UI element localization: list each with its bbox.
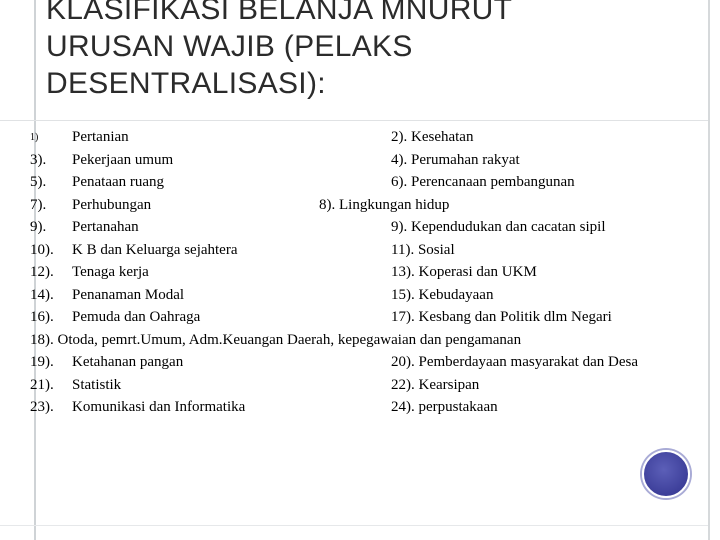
frame-bottom-line	[0, 525, 708, 526]
list-row	[0, 216, 720, 239]
item-right: 6). Perencanaan pembangunan	[391, 174, 575, 190]
list-row	[0, 194, 720, 217]
item-number: 3).	[30, 151, 47, 168]
item-name: Pemuda dan Oahraga	[72, 309, 201, 325]
item-number: 5).	[30, 174, 47, 190]
item-right: 17). Kesbang dan Politik dlm Negari	[391, 309, 612, 325]
item-name: K B dan Keluarga sejahtera	[72, 241, 238, 258]
item-number: 10).	[30, 241, 54, 258]
item-number: 23).	[30, 399, 54, 415]
list-row	[0, 306, 720, 329]
item-right: 13). Koperasi dan UKM	[391, 264, 537, 280]
list-row	[0, 284, 720, 307]
item-number: 1)	[30, 132, 39, 143]
slide-title	[46, 0, 686, 102]
title-line-3: DESENTRALISASI):	[46, 67, 326, 100]
item-name: Pekerjaan umum	[72, 151, 174, 168]
item-right: 15). Kebudayaan	[391, 286, 494, 303]
item-name: Statistik	[72, 376, 122, 393]
item-right: 22). Kearsipan	[391, 376, 480, 393]
item-name: Penanaman Modal	[72, 286, 185, 303]
item-right: 24). perpustakaan	[391, 399, 498, 415]
item-right: 9). Kependudukan dan cacatan sipil	[391, 219, 606, 235]
item-right: 11). Sosial	[391, 241, 455, 258]
list-row	[0, 239, 720, 262]
urusan-list	[0, 126, 720, 419]
list-row	[0, 171, 720, 194]
item-name: Perhubungan	[72, 196, 152, 213]
list-row-full	[0, 329, 720, 352]
item-number: 14).	[30, 286, 54, 303]
item-number: 21).	[30, 376, 54, 393]
title-line-2: URUSAN WAJIB (PELAKS	[46, 30, 413, 63]
decorative-circle-icon	[642, 450, 690, 498]
item-name: Tenaga kerja	[72, 264, 149, 280]
list-row	[0, 261, 720, 284]
item-number: 16).	[30, 309, 54, 325]
item-right: 20). Pemberdayaan masyarakat dan Desa	[391, 354, 638, 370]
list-row	[0, 126, 720, 149]
frame-title-divider	[0, 120, 708, 121]
list-row	[0, 396, 720, 419]
item-number: 19).	[30, 354, 54, 370]
item-name: Komunikasi dan Informatika	[72, 399, 246, 415]
item-right: 2). Kesehatan	[391, 129, 474, 145]
item-full: 18). Otoda, pemrt.Umum, Adm.Keuangan Daerah, kepegawaian dan pengamanan	[30, 331, 522, 348]
item-name: Pertanahan	[72, 219, 139, 235]
item-name: Penataan ruang	[72, 174, 165, 190]
item-right: 4). Perumahan rakyat	[391, 151, 520, 168]
item-name: Ketahanan pangan	[72, 354, 184, 370]
list-row	[0, 149, 720, 172]
item-right: 8). Lingkungan hidup	[319, 196, 450, 213]
title-line-1: KLASIFIKASI BELANJA MNURUT	[46, 0, 513, 26]
item-number: 12).	[30, 264, 54, 280]
list-row	[0, 351, 720, 374]
item-name: Pertanian	[72, 129, 129, 145]
item-number: 9).	[30, 219, 47, 235]
item-number: 7).	[30, 196, 47, 213]
list-row	[0, 374, 720, 397]
